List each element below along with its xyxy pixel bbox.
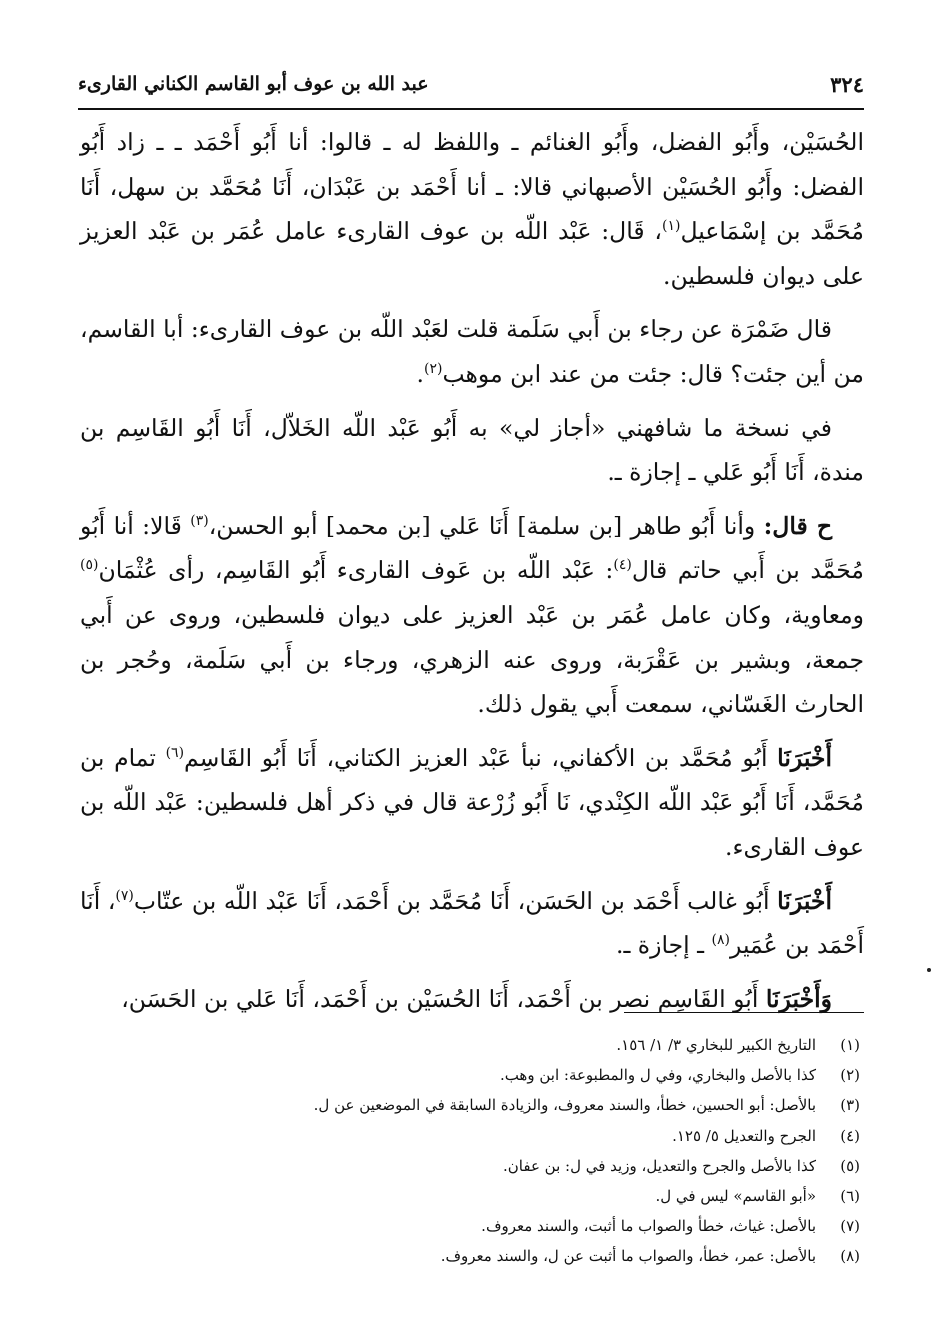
footnote-number: (٤) [840, 1126, 860, 1145]
footnote-number: (٨) [840, 1247, 860, 1266]
footnote [80, 1181, 860, 1211]
page-header [78, 64, 864, 104]
footnote-ref: (٤) [613, 557, 632, 574]
text-run: تمام بن مُحَمَّد، أَنَا أَبُو عَبْد اللّه الكِنْدي، نَا أَبُو زُرْعة قال في ذكر أهل فلسطين: عَبْد اللّه بن عوف القارىء. [80, 743, 864, 861]
running-title: عبد الله بن عوف أبو القاسم الكناني القارىء [78, 73, 429, 95]
footnote [80, 1060, 860, 1090]
footnotes [80, 1030, 860, 1272]
paragraph [80, 120, 864, 298]
paragraph [80, 504, 864, 727]
paragraph [80, 736, 864, 870]
text-run: وأنا أَبُو طاهر [بن سلمة] أَنَا عَلي [بن محمد] أبو الحسن، [208, 511, 764, 540]
footnote-text: بالأصل: غياث، خطأ والصواب ما أثبت، والسند معروف. [481, 1217, 816, 1236]
footnote [80, 1121, 860, 1151]
footnote [80, 1241, 860, 1271]
footnote-number: (٢) [840, 1066, 860, 1085]
text-run: قال ضَمْرَة عن رجاء بن أَبي سَلَمة قلت لعَبْد اللّه بن عوف القارىء: أبا القاسم، من أين جئت؟ قال: جئت من عند ابن موهب [80, 315, 864, 388]
footnote [80, 1211, 860, 1241]
text-run: ، قَال: عَبْد اللّه بن عوف القارىء عامل عُمَر بن عَبْد العزيز على ديوان فلسطين. [80, 217, 864, 290]
footnote-text: الجرح والتعديل ٥/ ١٢٥. [672, 1126, 816, 1145]
footnote-ref: (٦) [165, 744, 185, 761]
text-run: ومعاوية، وكان عامل عُمَر بن عَبْد العزيز على ديوان فلسطين، وروى عن أَبي جمعة، وبشير بن عَقْرَبة، وروى عنه الزهري، ورجاء بن أَبي سَلَمة، وحُجر بن الحارث الغَسّاني، سمعت أَبي يقول ذلك. [80, 600, 864, 719]
emphasis-text: أَخْبَرَنَا [777, 743, 832, 772]
text-run: أَبُو القَاسِم نصر بن أَحْمَد، أَنَا الحُسَيْن بن أَحْمَد، أَنَا عَلي بن الحَسَن، [121, 984, 766, 1013]
footnote-number: (٧) [840, 1217, 860, 1236]
paragraph [80, 977, 864, 1022]
text-run: ، أَنَا أَحْمَد بن عُمَير [80, 886, 864, 960]
paragraph [80, 406, 864, 495]
text-run: الحُسَيْن، وأَبُو الفضل، وأَبُو الغنائم ـ واللفظ له ـ قالوا: أنا أَبُو أَحْمَد ـ ـ زاد أَبُو الفضل: وأَبُو الحُسَيْن الأصبهاني قالا: ـ أنا أَحْمَد بن عَبْدَان، أَنَا مُحَمَّد بن سهل، أَنَا مُحَمَّد بن إسْمَاعيل [80, 128, 864, 246]
footnote-text: كذا بالأصل والجرح والتعديل، وزيد في ل: بن عفان. [503, 1156, 816, 1175]
footnote-number: (١) [840, 1036, 860, 1054]
emphasis-text: وَأَخْبَرَنَا [765, 984, 832, 1013]
footnote-separator [624, 1012, 864, 1013]
footnote [80, 1030, 860, 1060]
footnote-ref: (٥) [80, 557, 99, 574]
footnote [80, 1090, 860, 1120]
emphasis-text: أَخْبَرَنَا [777, 886, 832, 915]
footnote-number: (٥) [840, 1156, 860, 1175]
paragraph [80, 307, 864, 396]
paragraph [80, 879, 864, 968]
footnote-ref: (٧) [115, 887, 134, 904]
footnote-text: كذا بالأصل والبخاري، وفي ل والمطبوعة: ابن وهب. [499, 1066, 816, 1085]
footnote-number: (٦) [840, 1187, 860, 1206]
footnote-text: بالأصل: عمر، خطأ، والصواب ما أثبت عن ل، والسند معروف. [440, 1247, 816, 1266]
footnote-text: «أبو القاسم» ليس في ل. [655, 1187, 816, 1206]
text-run: ـ إجازة ـ. [615, 931, 712, 960]
text-run: أَبُو غالب أَحْمَد بن الحَسَن، أَنَا مُحَمَّد بن أَحْمَد، أَنَا عَبْد اللّه بن عتّاب [133, 886, 778, 915]
emphasis-text: ح قال: [763, 511, 833, 540]
footnote-ref: (١) [662, 218, 681, 235]
text-run: . [416, 359, 424, 388]
footnote [80, 1151, 860, 1181]
text-run: قَالا: أنا أَبُو مُحَمَّد بن أَبي حاتم قال [80, 511, 864, 585]
header-rule [78, 108, 864, 110]
margin-mark [927, 968, 931, 972]
footnote-text: بالأصل: أبو الحسين، خطأ، والسند معروف، والزيادة السابقة في الموضعين عن ل. [313, 1096, 816, 1115]
footnote-text: التاريخ الكبير للبخاري ٣/ ١/ ١٥٦. [616, 1036, 816, 1054]
footnote-number: (٣) [840, 1096, 860, 1115]
text-run: : عَبْد اللّه بن عَوف القارىء أَبُو القَاسِم، رأى عُثْمَان [98, 556, 614, 585]
text-run: في نسخة ما شافهني «أجاز لي» به أَبُو عَبْد اللّه الخَلاّل، أَنَا أَبُو القَاسِم بن مندة، أَنَا أَبُو عَلي ـ إجازة ـ. [80, 413, 864, 487]
footnote-ref: (٨) [711, 932, 730, 949]
page-number: ٣٢٤ [830, 71, 864, 97]
footnote-ref: (٢) [424, 361, 443, 378]
main-text [80, 120, 864, 1021]
footnote-ref: (٣) [190, 512, 209, 529]
text-run: أَبُو مُحَمَّد بن الأكفاني، نبأ عَبْد العزيز الكتاني، أَنَا أَبُو القَاسِم [184, 743, 778, 772]
